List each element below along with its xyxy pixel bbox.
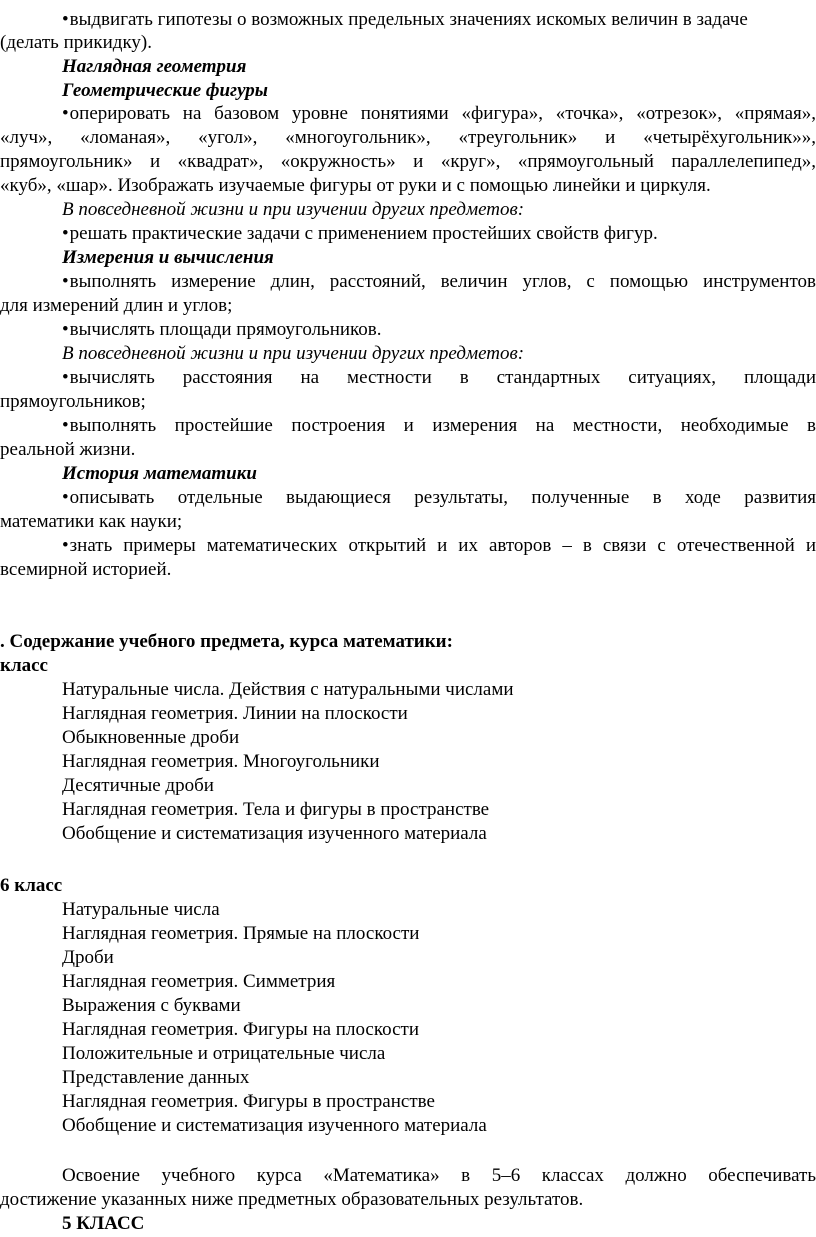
grade-6-topic: Дроби [62,947,114,968]
closing-line-2: достижение указанных ниже предметных образовательных результатов. [0,1189,584,1210]
grade-5-topic: Десятичные дроби [62,775,214,796]
grade-6-topic: Наглядная геометрия. Симметрия [62,971,336,992]
history-item-2-line-2: всемирной историей. [0,559,172,580]
grade-6-topic: Представление данных [62,1067,250,1088]
grade-5-results-heading: 5 КЛАСС [62,1213,145,1234]
section-heading-visual-geometry: Наглядная геометрия [62,56,247,77]
construction-item-line-2: реальной жизни. [0,439,136,460]
grade-5-topic: Натуральные числа. Действия с натуральными числами [62,679,514,700]
history-item-2-line-1: • знать примеры математических открытий и их авторов – в связи с отечественной и [62,534,816,558]
grade-6-topic: Наглядная геометрия. Прямые на плоскости [62,923,420,944]
grade-5-label: класс [0,655,48,676]
figures-paragraph-line-3: прямоугольник» и «квадрат», «окружность» и «круг», «прямоугольный параллелепипед», [0,151,816,172]
grade-5-topic: Наглядная геометрия. Тела и фигуры в пространстве [62,799,490,820]
construction-item-line-1: • выполнять простейшие построения и измерения на местности, необходимые в [62,414,816,438]
grade-6-topic: Натуральные числа [62,899,220,920]
measure-item-line-1: • выполнять измерение длин, расстояний, величин углов, с помощью инструментов [62,270,816,294]
area-item: • вычислять площади прямоугольников. [62,318,816,342]
figures-paragraph-line-2: «луч», «ломаная», «угол», «многоугольник», «треугольник» и «четырёхугольник»», [0,127,816,148]
distance-item-line-1: • вычислять расстояния на местности в стандартных ситуациях, площади [62,366,816,390]
practical-tasks-item: • решать практические задачи с применением простейших свойств фигур. [62,222,816,246]
history-item-1-line-2: математики как науки; [0,511,183,532]
grade-5-topic: Обыкновенные дроби [62,727,240,748]
distance-item-line-2: прямоугольников; [0,391,146,412]
measure-item-line-2: для измерений длин и углов; [0,295,233,316]
history-item-1-line-1: • описывать отдельные выдающиеся результаты, полученные в ходе развития [62,486,816,510]
section-heading-measurements: Измерения и вычисления [62,247,274,268]
figures-paragraph-line-4: «куб», «шар». Изображать изучаемые фигуры от руки и с помощью линейки и циркуля. [0,175,711,196]
figures-paragraph-line-1: • оперировать на базовом уровне понятиями «фигура», «точка», «отрезок», «прямая», [62,102,816,126]
grade-6-topic: Положительные и отрицательные числа [62,1043,386,1064]
content-section-heading: . Содержание учебного предмета, курса математики: [0,631,453,652]
section-heading-history: История математики [62,463,257,484]
grade-5-topic: Обобщение и систематизация изученного материала [62,823,487,844]
intro-line-1: • выдвигать гипотезы о возможных предельных значениях искомых величин в задаче [62,8,816,32]
grade-5-topic: Наглядная геометрия. Линии на плоскости [62,703,408,724]
grade-6-topic: Наглядная геометрия. Фигуры в пространстве [62,1091,435,1112]
grade-5-topic: Наглядная геометрия. Многоугольники [62,751,380,772]
grade-6-topic: Обобщение и систематизация изученного материала [62,1115,487,1136]
grade-6-topic: Выражения с буквами [62,995,241,1016]
everyday-life-label-2: В повседневной жизни и при изучении других предметов: [62,343,525,364]
grade-6-topic: Наглядная геометрия. Фигуры на плоскости [62,1019,420,1040]
grade-6-label: 6 класс [0,875,63,896]
everyday-life-label-1: В повседневной жизни и при изучении других предметов: [62,199,525,220]
closing-line-1: Освоение учебного курса «Математика» в 5–6 классах должно обеспечивать [62,1165,816,1186]
intro-line-2: (делать прикидку). [0,32,153,53]
subheading-geometric-figures: Геометрические фигуры [62,80,268,101]
